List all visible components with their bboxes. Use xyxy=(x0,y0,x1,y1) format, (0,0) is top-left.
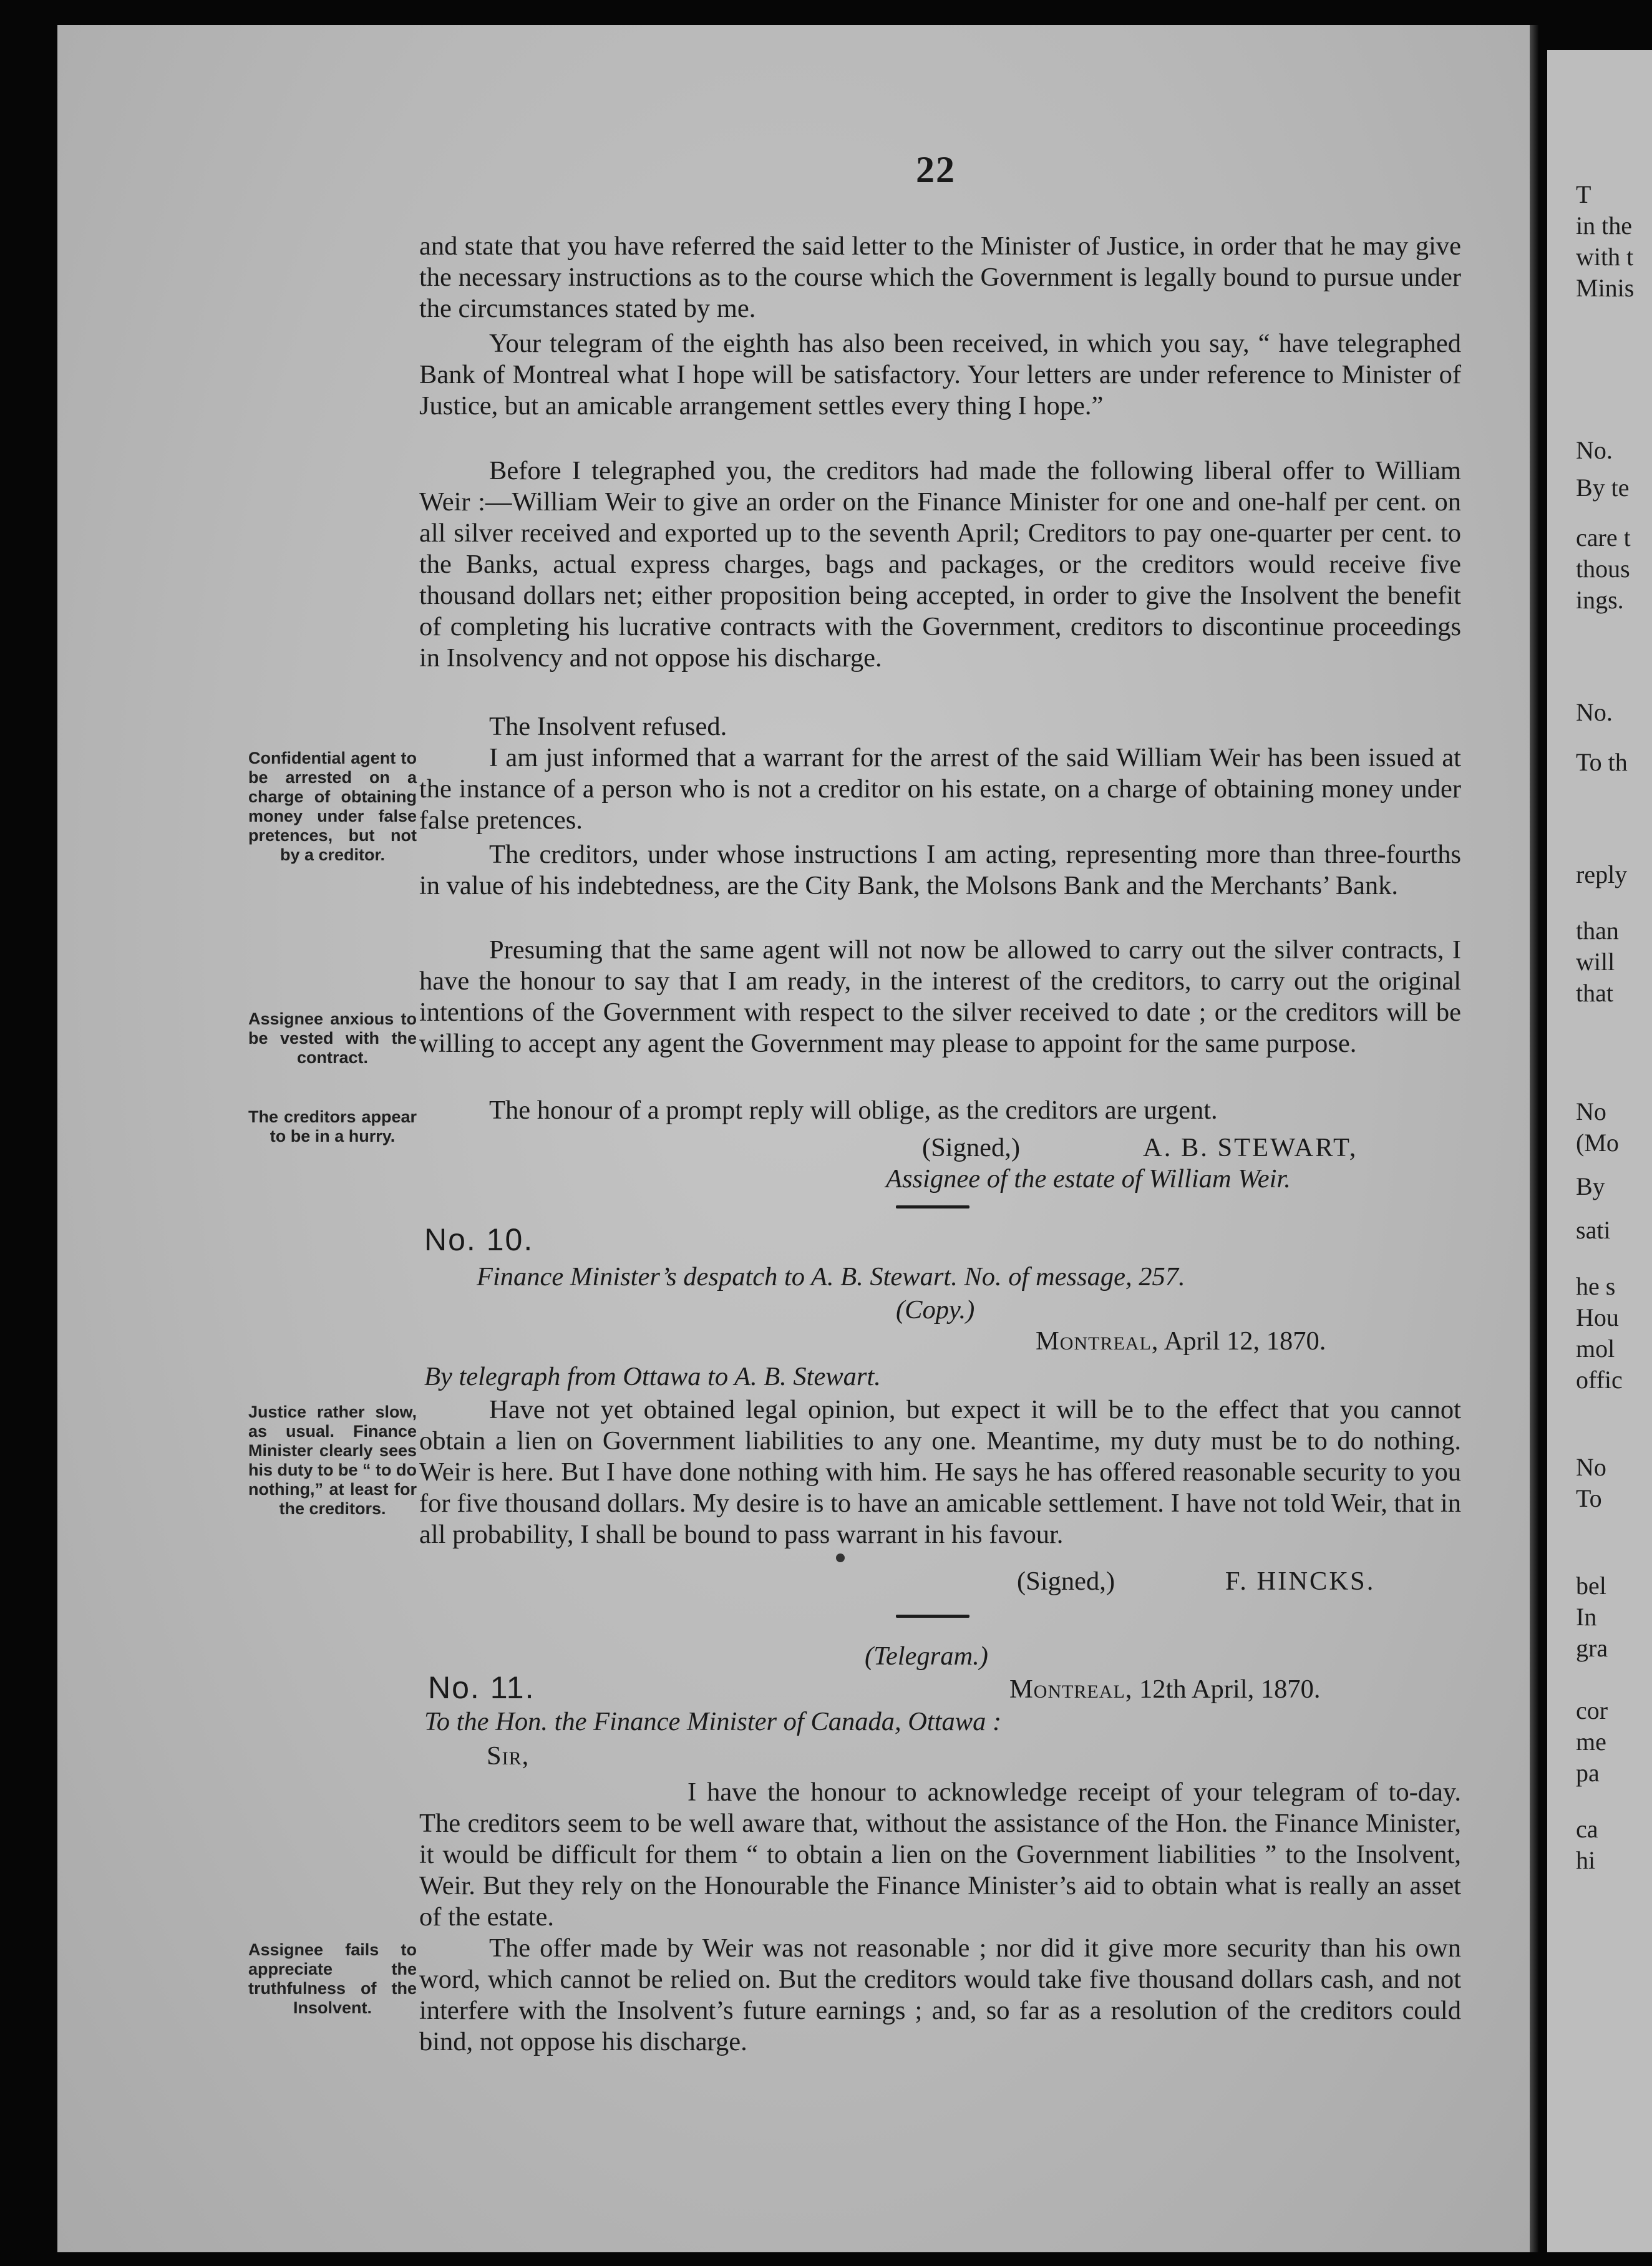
document-number: No. 11. xyxy=(428,1670,535,1705)
adjacent-page-text: No xyxy=(1576,1097,1606,1126)
section-divider xyxy=(896,1615,969,1618)
signatory-name: A. B. STEWART, xyxy=(1143,1133,1358,1162)
adjacent-page-text: will xyxy=(1576,948,1615,976)
adjacent-page-text: pa xyxy=(1576,1759,1600,1787)
adjacent-page-text: (Mo xyxy=(1576,1129,1619,1157)
dateline xyxy=(1036,1326,1326,1357)
paragraph: I am just informed that a warrant for the arrest of the said William Weir has been issued at the instance of a person who is not a creditor on his estate, on a charge of obtaining money under false pretences. xyxy=(419,743,1461,835)
adjacent-page-text: that xyxy=(1576,979,1613,1007)
adjacent-page-text: mol xyxy=(1576,1335,1615,1363)
paragraph: The Insolvent refused. xyxy=(489,712,727,741)
place: Montreal, xyxy=(1009,1675,1133,1704)
adjacent-page-text: he s xyxy=(1576,1272,1616,1300)
margin-note: Justice rather slow, as usual. Finance Minister clearly sees his duty to be “ to do nothing,” at least for the creditors. xyxy=(248,1403,417,1518)
adjacent-page-text: in the xyxy=(1576,212,1632,240)
place: Montreal, xyxy=(1036,1326,1159,1356)
adjacent-page-text: sati xyxy=(1576,1216,1611,1244)
adjacent-page-fragment xyxy=(1547,50,1652,2252)
dateline xyxy=(1009,1674,1320,1705)
adjacent-page-text: reply xyxy=(1576,860,1628,888)
adjacent-page-text: No. xyxy=(1576,436,1613,464)
adjacent-page-text: bel xyxy=(1576,1572,1606,1600)
telegraph-route: By telegraph from Ottawa to A. B. Stewart. xyxy=(424,1362,881,1391)
margin-note: Assignee anxious to be vested with the contract. xyxy=(248,1009,417,1067)
adjacent-page-text: To xyxy=(1576,1484,1602,1512)
paragraph: Before I telegraphed you, the creditors had made the following liberal offer to William Weir :—William Weir to give an order on the Finance Minister for one and one-half per cent. on all silver received and exported up to the seventh April; Creditors to pay one-quarter per cent. to the Banks, actual express charges, bags and packages, or the creditors would receive five thousand dollars net; either proposition being accepted, in order to give the Insolvent the benefit of completing his lucrative contracts with the Government, creditors to discontinue proceedings in Insolvency and not oppose his discharge. xyxy=(419,456,1461,673)
paragraph: I have the honour to acknowledge receipt of your telegram of to-day. The creditors seem to be well aware that, without the assistance of the Hon. the Finance Minister, it would be difficult for them “ to obtain a lien on the Government liabilities ” to the Insolvent, Weir. But they rely on the Honourable the Finance Minister’s aid to obtain what is really an asset of the estate. xyxy=(419,1777,1461,1932)
adjacent-page-text: hi xyxy=(1576,1846,1596,1874)
telegram-label: (Telegram.) xyxy=(865,1641,988,1671)
paragraph: and state that you have referred the said letter to the Minister of Justice, in order that he may give the necessary instructions as to the course which the Government is legally bound to pursue under the circumstances stated by me. xyxy=(419,231,1461,323)
adjacent-page-text: No. xyxy=(1576,698,1613,726)
adjacent-page-text: No xyxy=(1576,1453,1606,1481)
addressee: To the Hon. the Finance Minister of Canada, Ottawa : xyxy=(424,1707,1002,1736)
paragraph: The creditors, under whose instructions I am acting, representing more than three-fourths in value of his indebtedness, are the City Bank, the Molsons Bank and the Merchants’ Bank. xyxy=(419,840,1461,900)
adjacent-page-text: with t xyxy=(1576,243,1634,271)
adjacent-page-text: offic xyxy=(1576,1366,1623,1394)
date: 12th April, 1870. xyxy=(1139,1675,1321,1704)
adjacent-page-text: Hou xyxy=(1576,1303,1619,1331)
paragraph: Your telegram of the eighth has also been received, in which you say, “ have telegraphed Bank of Montreal what I hope will be satisfactory. Your letters are under reference to Minister of Justice, but an amicable arrangement settles every thing I hope.” xyxy=(419,329,1461,421)
signatory-name: F. HINCKS. xyxy=(1225,1567,1376,1596)
ink-blot xyxy=(836,1554,845,1562)
salutation: Sir, xyxy=(487,1741,530,1771)
signed-label: (Signed,) xyxy=(922,1133,1020,1162)
adjacent-page-text: me xyxy=(1576,1728,1606,1756)
adjacent-page-text: To th xyxy=(1576,748,1628,776)
document-number: No. 10. xyxy=(424,1222,534,1257)
section-divider xyxy=(896,1205,969,1208)
document-heading: Finance Minister’s despatch to A. B. Stewart. No. of message, 257. xyxy=(477,1262,1185,1291)
margin-note: The creditors appear to be in a hurry. xyxy=(248,1107,417,1145)
margin-note: Assignee fails to appreciate the truthfulness of the Insolvent. xyxy=(248,1940,417,2017)
adjacent-page-text: By te xyxy=(1576,474,1630,502)
adjacent-page-text: gra xyxy=(1576,1634,1608,1662)
date: April 12, 1870. xyxy=(1164,1326,1326,1356)
adjacent-page-text: ca xyxy=(1576,1815,1598,1843)
paragraph: Have not yet obtained legal opinion, but expect it will be to the effect that you cannot obtain a lien on Government liabilities to any one. Meantime, my duty must be to do nothing. Weir is here. But I have done nothing with him. He says he has offered reasonable security to you for five thousand dollars. My desire is to have an amicable settlement. I have not told Weir, that in all probability, I shall be bound to pass warrant in his favour. xyxy=(419,1395,1461,1549)
adjacent-page-text: thous xyxy=(1576,555,1630,583)
page-number: 22 xyxy=(916,149,956,190)
adjacent-page-text: Minis xyxy=(1576,274,1635,302)
adjacent-page-text: In xyxy=(1576,1603,1597,1631)
paragraph: The honour of a prompt reply will oblige, as the creditors are urgent. xyxy=(489,1096,1218,1125)
adjacent-page-text: ings. xyxy=(1576,586,1624,614)
paragraph: The offer made by Weir was not reasonable ; nor did it give more security than his own word, which cannot be relied on. But the creditors would take five thousand dollars cash, and not interfere with the Insolvent’s future earnings ; and, so far as a resolution of the creditors could bind, not oppose his discharge. xyxy=(419,1933,1461,2056)
adjacent-page-text: cor xyxy=(1576,1696,1608,1724)
margin-note: Confidential agent to be arrested on a charge of obtaining money under false pretences, but not by a creditor. xyxy=(248,749,417,864)
adjacent-page-text: By xyxy=(1576,1172,1605,1200)
adjacent-page-text: than xyxy=(1576,917,1619,945)
copy-label: (Copy.) xyxy=(896,1295,975,1325)
paragraph: Presuming that the same agent will not now be allowed to carry out the silver contracts, I have the honour to say that I am ready, in the interest of the creditors, to carry out the original intentions of the Government with respect to the silver received to date ; or the creditors will be willing to accept any agent the Government may please to appoint for the same purpose. xyxy=(419,935,1461,1058)
signed-label: (Signed,) xyxy=(1017,1567,1115,1596)
page-gutter xyxy=(1530,25,1538,2252)
adjacent-page-text: care t xyxy=(1576,523,1631,552)
adjacent-page-text: T xyxy=(1576,180,1591,208)
signatory-title: Assignee of the estate of William Weir. xyxy=(886,1164,1291,1194)
